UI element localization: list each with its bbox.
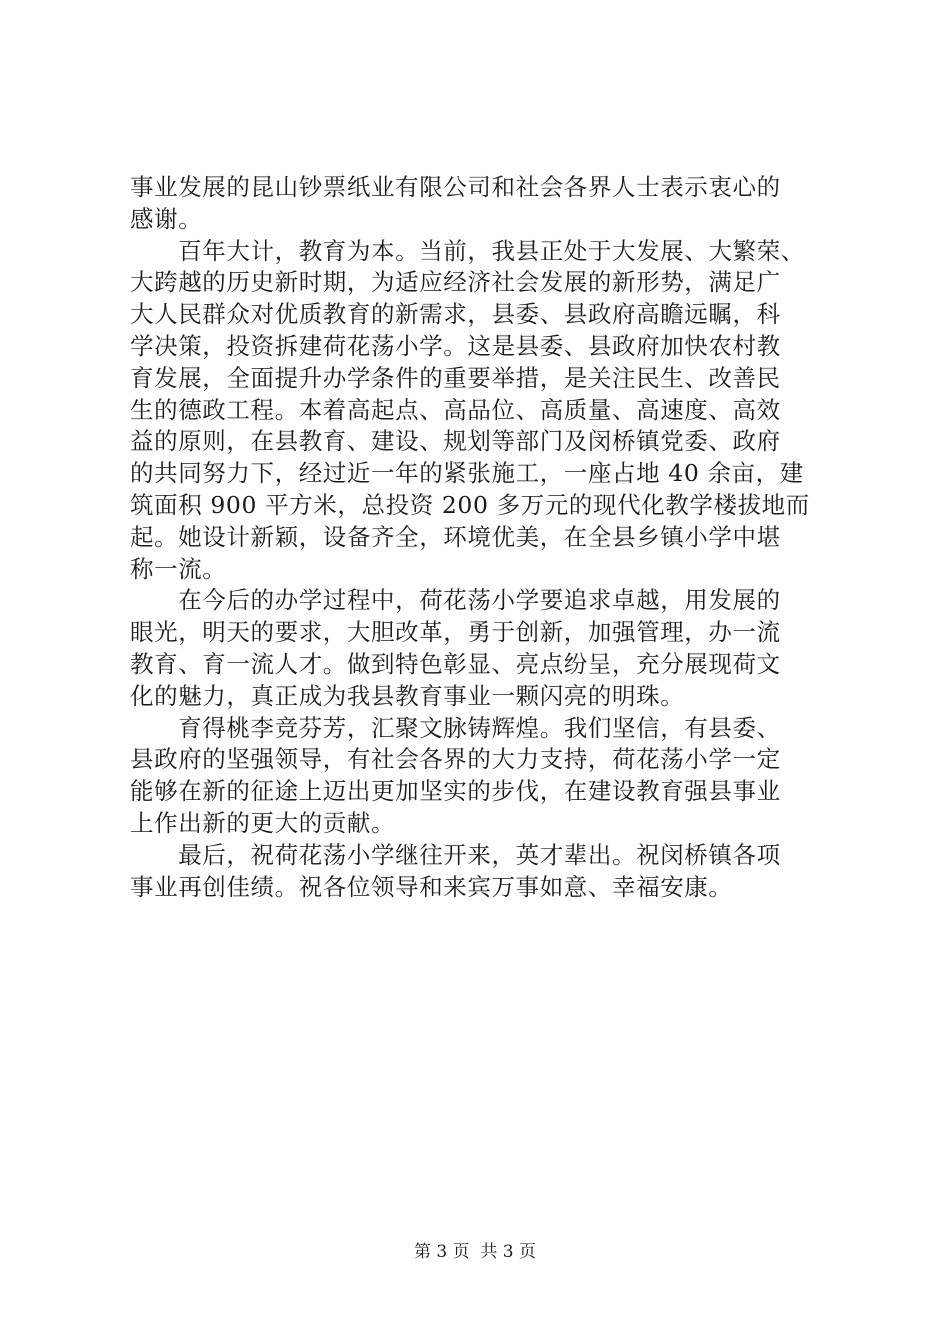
text-line: 育得桃李竞芬芳，汇聚文脉铸辉煌。我们坚信，有县委、 — [130, 713, 781, 742]
text-line: 上作出新的更大的贡献。 — [130, 808, 396, 837]
text-line: 县政府的坚强领导，有社会各界的大力支持，荷花荡小学一定 — [130, 745, 781, 774]
text-line: 筑面积 900 平方米，总投资 200 多万元的现代化教学楼拔地而 — [130, 490, 810, 519]
text-line: 感谢。 — [130, 204, 203, 233]
text-line: 在今后的办学过程中，荷花荡小学要追求卓越，用发展的 — [130, 586, 781, 615]
text-line: 化的魅力，真正成为我县教育事业一颗闪亮的明珠。 — [130, 681, 685, 710]
text-line: 百年大计，教育为本。当前，我县正处于大发展、大繁荣、 — [130, 236, 805, 265]
text-line: 起。她设计新颖，设备齐全，环境优美，在全县乡镇小学中堪 — [130, 522, 781, 551]
text-line: 生的德政工程。本着高起点、高品位、高质量、高速度、高效 — [130, 395, 781, 424]
text-line: 大人民群众对优质教育的新需求，县委、县政府高瞻远瞩，科 — [130, 300, 781, 329]
page-number-label: 第 3 页 共 3 页 — [413, 1242, 537, 1262]
text-line: 事业再创佳绩。祝各位领导和来宾万事如意、幸福安康。 — [130, 872, 733, 901]
text-line: 学决策，投资拆建荷花荡小学。这是县委、县政府加快农村教 — [130, 331, 781, 360]
text-line: 眼光，明天的要求，大胆改革，勇于创新，加强管理，办一流 — [130, 618, 781, 647]
text-line: 事业发展的昆山钞票纸业有限公司和社会各界人士表示衷心的 — [130, 173, 781, 201]
text-line: 育发展，全面提升办学条件的重要举措，是关注民生、改善民 — [130, 363, 781, 392]
text-line: 能够在新的征途上迈出更加坚实的步伐，在建设教育强县事业 — [130, 777, 781, 806]
text-line: 称一流。 — [130, 554, 227, 583]
text-line: 益的原则，在县教育、建设、规划等部门及闵桥镇党委、政府 — [130, 427, 781, 456]
document-body — [130, 172, 830, 903]
text-line: 大跨越的历史新时期，为适应经济社会发展的新形势，满足广 — [130, 268, 781, 297]
text-line: 最后，祝荷花荡小学继往开来，英才辈出。祝闵桥镇各项 — [130, 840, 781, 869]
text-line: 教育、育一流人才。做到特色彰显、亮点纷呈，充分展现荷文 — [130, 649, 781, 678]
text-line: 的共同努力下，经过近一年的紧张施工，一座占地 40 余亩，建 — [130, 459, 804, 488]
page-footer — [0, 1241, 950, 1263]
